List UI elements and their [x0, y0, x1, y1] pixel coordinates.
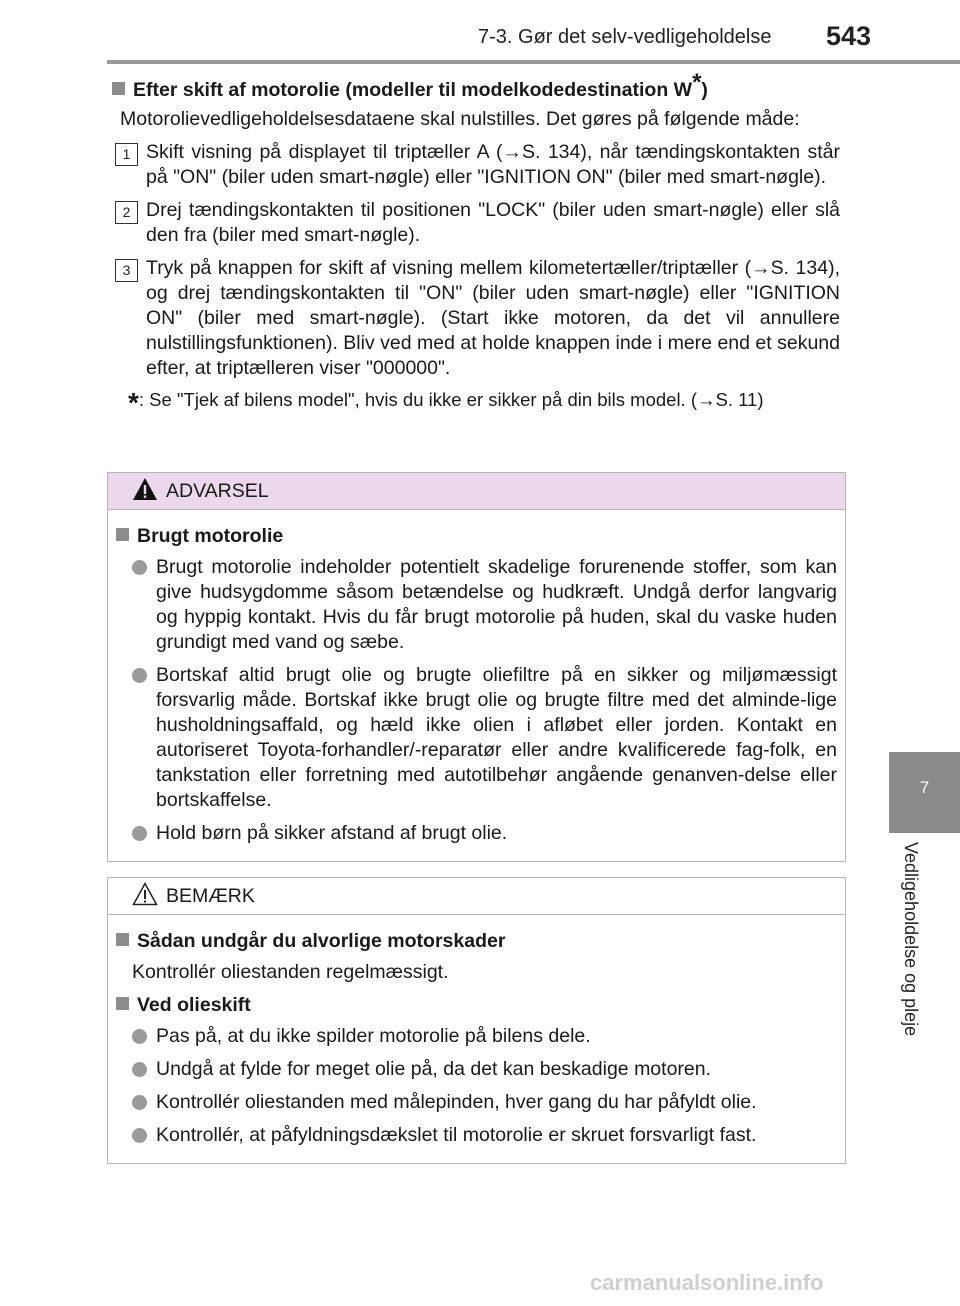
notice-title: BEMÆRK	[166, 885, 255, 907]
footnote: *: Se "Tjek af bilens model", hvis du ikke er sikker på din bils model. (→S. 11)	[128, 387, 764, 418]
notice-box	[107, 877, 846, 1164]
bullet-dot-icon	[132, 1095, 147, 1110]
square-bullet-icon	[112, 82, 125, 95]
asterisk-mark: *	[128, 387, 139, 418]
watermark: carmanualsonline.info	[590, 1270, 824, 1295]
main-content	[112, 69, 840, 418]
bullet-dot-icon	[132, 560, 147, 575]
chapter-tab: 7	[889, 752, 960, 833]
step-2	[112, 198, 840, 248]
square-bullet-icon	[116, 528, 129, 541]
list-item: Kontrollér oliestanden med målepinden, hver gang du har påfyldt olie.	[132, 1090, 837, 1115]
list-item: Undgå at fylde for meget olie på, da det kan beskadige motoren.	[132, 1057, 837, 1082]
warning-triangle-icon	[132, 477, 158, 501]
page-number: 543	[826, 21, 872, 51]
step-number: 1	[115, 143, 138, 166]
list-item: Bortskaf altid brugt olie og brugte oliefiltre på en sikker og miljømæssigt forsvarlig måde. Bortskaf ikke brugt olie og brugte filtre med det alminde-lige husholdningsaffald, og hæld ikke olien i afløbet eller jorden. Kontakt en autoriseret Toyota-forhandler/-reparatør eller andre kvalificerede fag-folk, en tankstation eller forretning med autotilbehør angående genanven-delse eller bortskaffelse.	[132, 663, 837, 813]
bullet-dot-icon	[132, 1062, 147, 1077]
step-number: 3	[115, 259, 138, 282]
warning-header	[108, 473, 845, 510]
header-rule	[107, 60, 960, 64]
square-bullet-icon	[116, 997, 129, 1010]
step-text: Skift visning på displayet til triptæller A (→S. 134), når tændingskontakten står på "ON" (biler uden smart-nøgle) eller "IGNITION ON" (biler med smart-nøgle).	[146, 141, 840, 188]
step-text: Tryk på knappen for skift af visning mellem kilometertæller/triptæller (→S. 134), og drej tændingskontakten til "ON" (biler uden smart-nøgle) eller "IGNITION ON" (biler med smart-nøgle). (Start ikke motoren, da det vil annullere nulstillingsfunktionen). Bliv ved med at holde knappen inde i mere end et sekund efter, at triptælleren viser "000000".	[146, 257, 840, 379]
notice-heading: Sådan undgår du alvorlige motorskader	[116, 929, 837, 954]
section-heading: Efter skift af motorolie (modeller til modelkodedestination W*)	[112, 70, 840, 103]
step-number: 2	[115, 201, 138, 224]
square-bullet-icon	[116, 933, 129, 946]
bullet-dot-icon	[132, 668, 147, 683]
list-item: Kontrollér, at påfyldningsdækslet til motorolie er skruet forsvarligt fast.	[132, 1123, 837, 1148]
caution-triangle-icon	[132, 882, 158, 906]
bullet-dot-icon	[132, 1029, 147, 1044]
step-1	[112, 140, 840, 190]
notice-text: Kontrollér oliestanden regelmæssigt.	[132, 961, 449, 983]
list-item: Brugt motorolie indeholder potentielt skadelige forurenende stoffer, som kan give hudsygdomme såsom betændelse og hudkræft. Undgå derfor langvarig og hyppig kontakt. Hvis du får brugt motorolie på huden, skal du vaske huden grundigt med vand og sæbe.	[132, 555, 837, 655]
section-title: 7-3. Gør det selv-vedligeholdelse	[478, 26, 772, 48]
chapter-label: Vedligeholdelse og pleje	[901, 842, 921, 1037]
list-item: Pas på, at du ikke spilder motorolie på bilens dele.	[132, 1024, 837, 1049]
list-item: Hold børn på sikker afstand af brugt olie.	[132, 821, 837, 846]
intro-text: Motorolievedligeholdelsesdataene skal nulstilles. Det gøres på følgende måde:	[120, 108, 800, 130]
notice-header	[108, 878, 845, 915]
notice-body	[108, 915, 845, 1174]
notice-heading: Ved olieskift	[116, 993, 837, 1018]
bullet-dot-icon	[132, 826, 147, 841]
step-3	[112, 256, 840, 381]
warning-box	[107, 472, 846, 862]
step-text: Drej tændingskontakten til positionen "LOCK" (biler uden smart-nøgle) eller slå den fra (biler med smart-nøgle).	[146, 199, 840, 246]
asterisk-mark: *	[692, 69, 702, 96]
warning-heading: Brugt motorolie	[116, 524, 837, 549]
warning-body	[108, 510, 845, 872]
warning-title: ADVARSEL	[166, 480, 269, 502]
bullet-dot-icon	[132, 1128, 147, 1143]
